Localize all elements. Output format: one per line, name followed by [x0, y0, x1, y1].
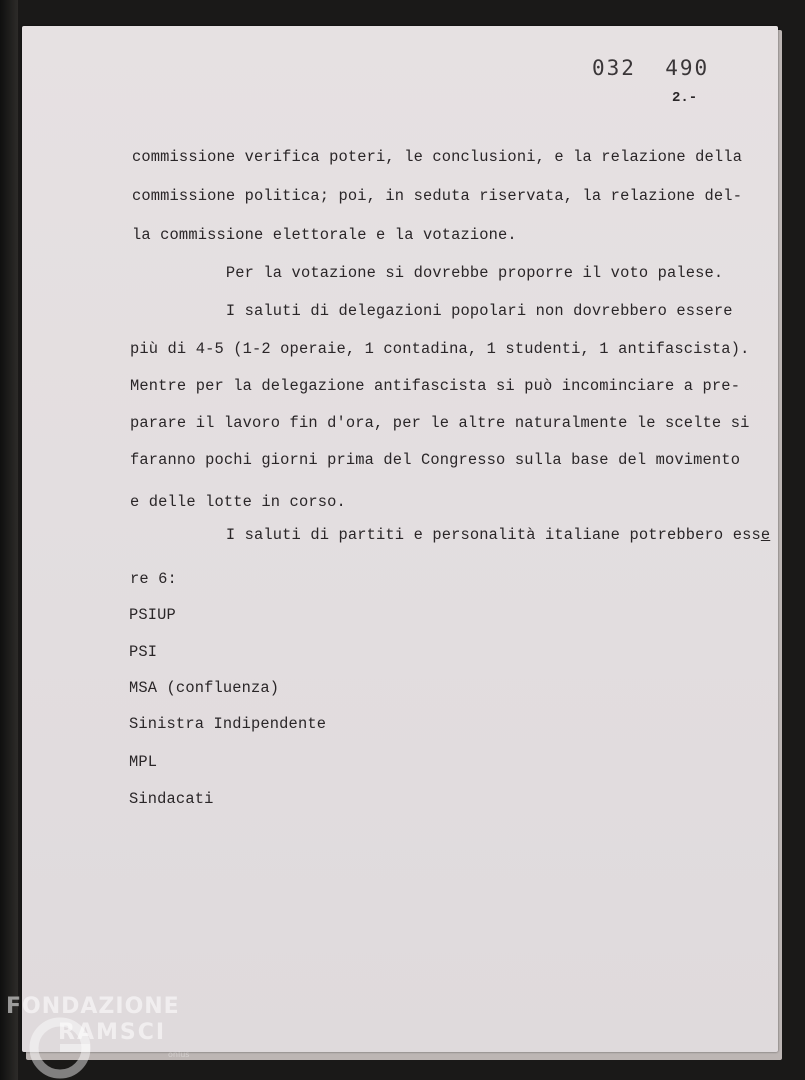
text-line: la commissione elettorale e la votazione. — [132, 226, 517, 244]
text-line: parare il lavoro fin d'ora, per le altre naturalmente le scelte si — [130, 414, 750, 432]
watermark-onlus: onlus — [168, 1050, 190, 1059]
page-number: 2.- — [672, 90, 698, 106]
last-para-underlined: e — [760, 526, 771, 544]
text-line: faranno pochi giorni prima del Congresso sulla base del movimento — [130, 451, 741, 469]
text-line: commissione verifica poteri, le conclusioni, e la relazione della — [132, 148, 743, 166]
text-line: commissione politica; poi, in seduta riservata, la relazione del- — [132, 187, 743, 205]
party-item: MSA (confluenza) — [129, 679, 280, 697]
watermark-line1: FONDAZIONE — [6, 994, 180, 1019]
fondazione-gramsci-watermark — [0, 988, 220, 1080]
text-line: Mentre per la delegazione antifascista si può incominciare a pre- — [130, 377, 741, 395]
text-line-last-paragraph — [132, 526, 770, 544]
watermark-line2: RAMSCI — [58, 1020, 167, 1045]
last-para-main: I saluti di partiti e personalità italiane potrebbero ess — [132, 526, 761, 544]
party-item: MPL — [129, 753, 158, 771]
archive-number: 032 490 — [592, 56, 710, 80]
text-line-continuation: re 6: — [130, 570, 177, 588]
party-item: Sindacati — [129, 790, 214, 808]
text-line: più di 4-5 (1-2 operaie, 1 contadina, 1 studenti, 1 antifascista). — [130, 340, 750, 358]
document-page — [22, 26, 778, 1052]
party-item: PSIUP — [129, 606, 176, 624]
party-item: PSI — [129, 643, 158, 661]
binder-edge — [0, 0, 18, 1080]
party-item: Sinistra Indipendente — [129, 715, 327, 733]
text-line: e delle lotte in corso. — [130, 493, 346, 511]
text-line: I saluti di delegazioni popolari non dovrebbero essere — [132, 302, 733, 320]
text-line: Per la votazione si dovrebbe proporre il voto palese. — [132, 264, 724, 282]
